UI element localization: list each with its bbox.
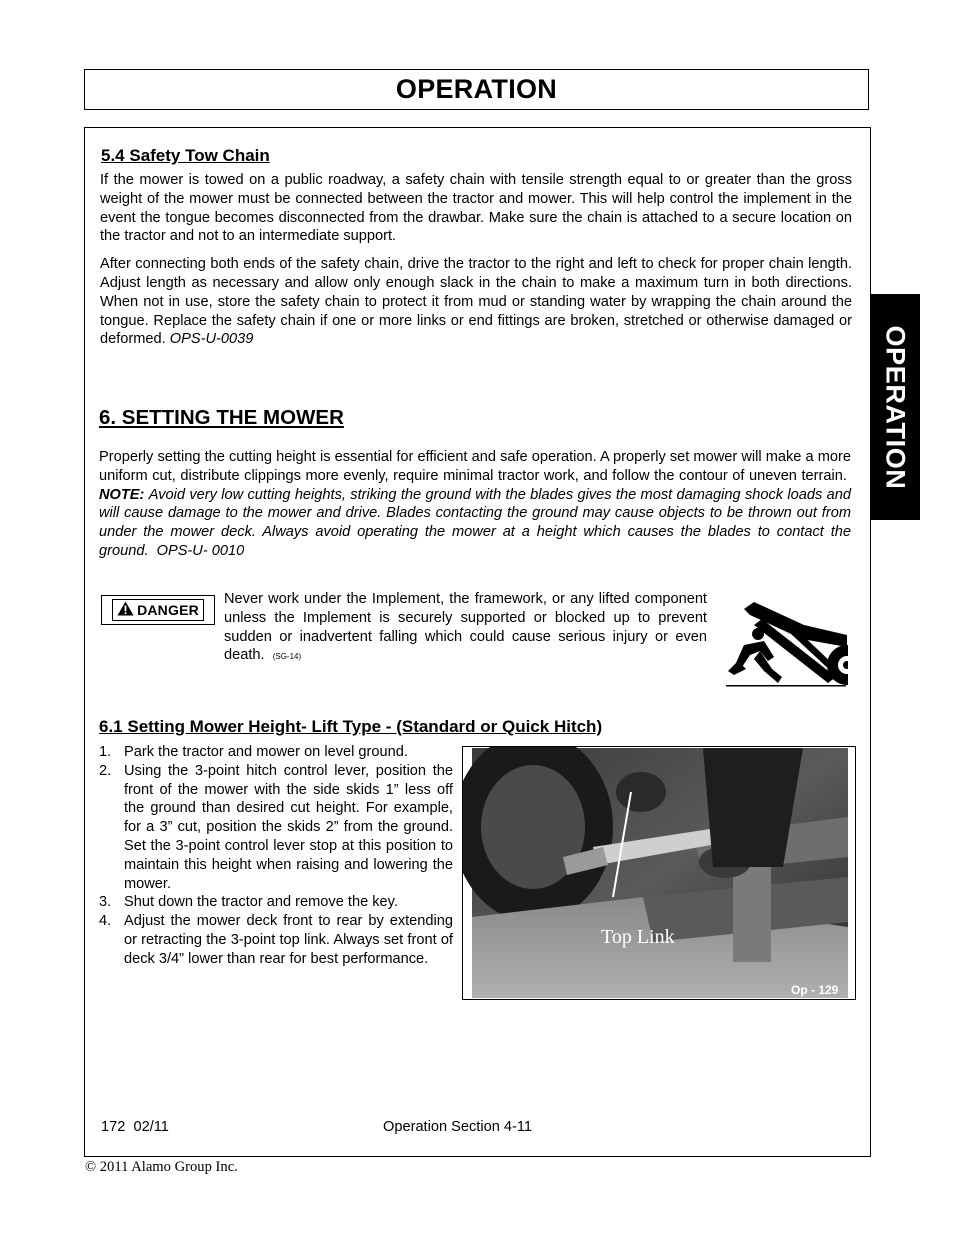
tow-chain-paragraph-2 <box>100 255 852 349</box>
step-number: 4. <box>99 913 112 930</box>
step-text: Shut down the tractor and remove the key. <box>124 894 398 911</box>
header-banner <box>84 69 869 110</box>
setting-mower-paragraph <box>99 448 851 561</box>
danger-paragraph <box>224 590 707 667</box>
list-item <box>99 762 453 894</box>
danger-label-box <box>101 595 215 625</box>
warning-triangle-icon <box>117 601 134 619</box>
danger-code: (SG-14) <box>272 652 302 662</box>
tow-chain-paragraph-2-text: After connecting both ends of the safety chain, drive the tractor to the right and left to check for proper chain length. Adjust length as necessary and allow only enough slack in the chain to make a maximum turn in both directions. When not in use, store the safety chain to protect it from mud or standing water by wrapping the chain around the tongue. Replace the safety chain if one or more links or end fittings are broken, stretched or otherwise damaged or deformed. <box>100 256 852 348</box>
danger-text: Never work under the Implement, the framework, or any lifted component unless the Implement is securely supported or blocked up to prevent sudden or inadvertent falling which could cause serious injury or even death. <box>224 591 707 664</box>
section-5-4-heading: 5.4 Safety Tow Chain <box>101 146 270 165</box>
section-6-body <box>99 448 851 561</box>
side-tab-label: OPERATION <box>880 325 911 489</box>
note-text: Avoid very low cutting heights, striking the ground with the blades gives the most damaging shock loads and will cause damage to the mower and drive. Blades contacting the ground may cause objects to be thrown out from under the mower deck. Always avoid operating the mower at a height which causes the blades to contact the ground. <box>99 486 851 559</box>
step-number: 2. <box>99 762 112 779</box>
side-tab <box>870 294 920 520</box>
page-date: 02/11 <box>133 1119 169 1135</box>
section-6-1-heading: 6.1 Setting Mower Height- Lift Type - (Standard or Quick Hitch) <box>99 717 603 736</box>
list-item <box>99 743 453 762</box>
step-number: 3. <box>99 894 112 911</box>
steps-list <box>99 743 453 969</box>
page-title: OPERATION <box>395 74 558 104</box>
footer-page-info <box>101 1119 169 1135</box>
page-number: 172 <box>101 1119 126 1135</box>
danger-message <box>224 590 707 667</box>
section-6-heading: 6. SETTING THE MOWER <box>99 406 344 429</box>
top-link-photo <box>462 746 856 1000</box>
footer-section: Operation Section 4-11 <box>383 1119 533 1135</box>
tow-chain-code: OPS-U-0039 <box>169 331 254 348</box>
setting-mower-intro: Properly setting the cutting height is essential for efficient and safe operation. A properly set mower will make a more uniform cut, distribute clippings more evenly, require minimal tractor work, and follow the contour of uneven terrain. <box>99 449 851 484</box>
section-5-4-body <box>100 171 852 349</box>
step-text: Adjust the mower deck front to rear by extending or retracting the 3-point top link. Always set front of deck 3/4” lower than rear for best performance. <box>124 913 453 967</box>
top-link-caption: Top Link <box>601 926 675 948</box>
step-text: Park the tractor and mower on level ground. <box>124 744 408 760</box>
note-code: OPS-U- 0010 <box>156 542 245 559</box>
note-label: NOTE: <box>99 486 145 503</box>
tow-chain-paragraph-1: If the mower is towed on a public roadway, a safety chain with tensile strength equal to or greater than the gross weight of the mower must be connected between the tractor and mower. This will help control the implement in the event the tongue becomes disconnected from the drawbar. Make sure the chain is attached to a secure location on the tractor and not to an intermediate support. <box>100 172 852 245</box>
list-item <box>99 893 453 912</box>
danger-label: DANGER <box>137 602 199 618</box>
step-text: Using the 3-point hitch control lever, position the front of the mower with the side skids 1” less off the ground than desired cut height. For example, for a 3” cut, position the skids 2” from the ground. Set the 3-point control lever stop at this position to maintain this height when raising and lowering the mower. <box>124 762 453 892</box>
photo-code: Op - 129 <box>791 983 839 997</box>
step-number: 1. <box>99 744 112 760</box>
copyright: © 2011 Alamo Group Inc. <box>85 1159 238 1175</box>
crush-hazard-icon <box>724 597 848 689</box>
danger-badge <box>112 599 204 621</box>
list-item <box>99 912 453 968</box>
